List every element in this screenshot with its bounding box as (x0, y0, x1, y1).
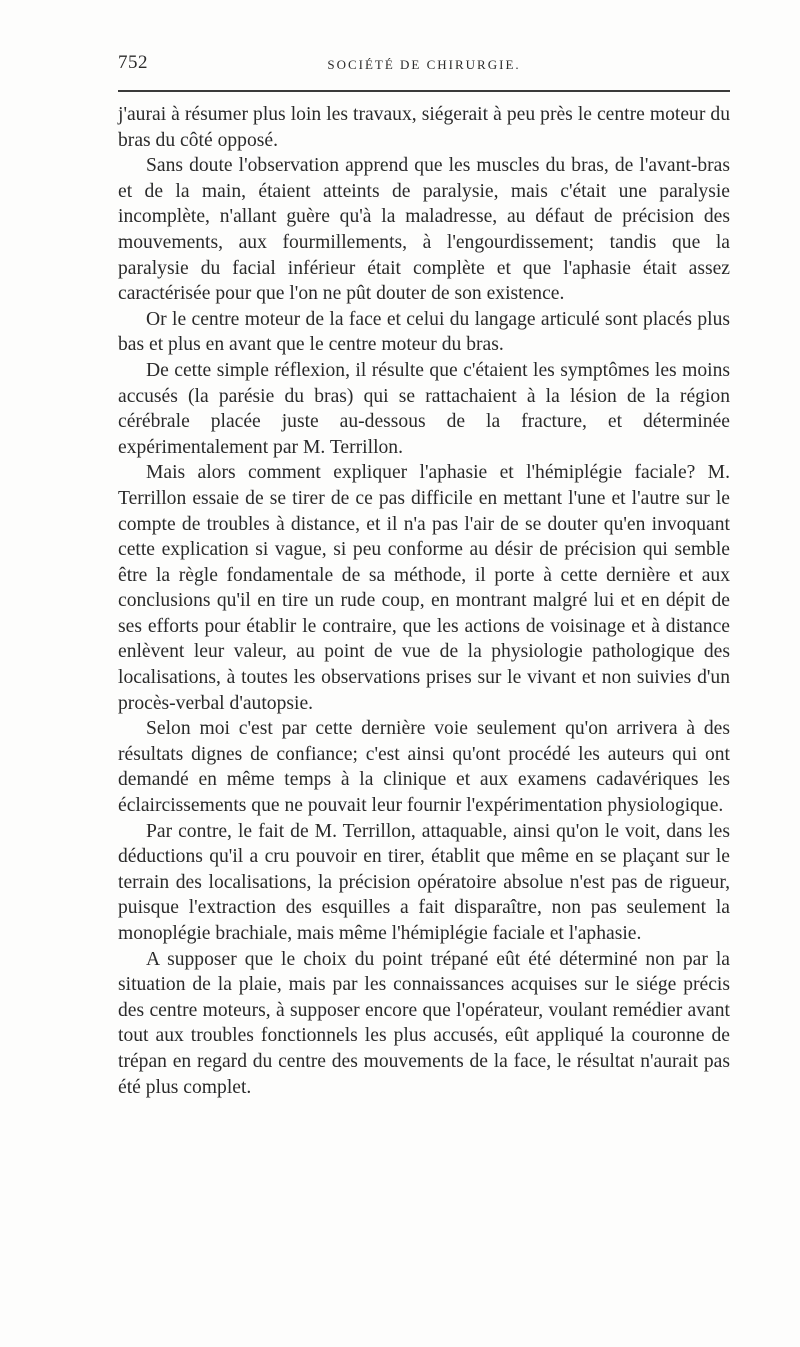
paragraph-par-contre: Par contre, le fait de M. Terrillon, attaquable, ainsi qu'on le voit, dans les déductions qu'il a cru pouvoir en tirer, établit que même en se plaçant sur le terrain des localisations, la précision opératoire absolue n'est pas de rigueur, puisque l'extraction des esquilles a fait disparaître, non pas seulement la monoplégie brachiale, mais même l'hémiplégie faciale et l'aphasie. (118, 820, 730, 944)
paragraph-de-cette-reflexion: De cette simple réflexion, il résulte que c'étaient les symptômes les moins accusés (la parésie du bras) qui se rattachaient à la lésion de la région cérébrale placée juste au-dessous de la fracture, et déterminée expérimentalement par M. Terrillon. (118, 359, 730, 458)
paragraph-sans-doute: Sans doute l'observation apprend que les muscles du bras, de l'avant-bras et de la main, étaient atteints de paralysie, mais c'était une paralysie incomplète, n'allant guère qu'à la maladresse, au défaut de précision des mouvements, aux fourmillements, à l'engourdissement; tandis que la paralysie du facial inférieur était complète et que l'aphasie était assez caractérisée pour que l'on ne pût douter de son existence. (118, 155, 730, 305)
paragraph-a-supposer: A supposer que le choix du point trépané eût été déterminé non par la situation de la plaie, mais par les connaissances acquises sur le siége précis des centre moteurs, à supposer encore que l'opérateur, voulant remédier avant tout aux troubles fonctionnels les plus accusés, eût appliqué la couronne de trépan en regard du centre des mouvements de la face, le résultat n'aurait pas été plus complet. (118, 948, 730, 1098)
page-number: 752 (118, 52, 148, 73)
header-rule (118, 90, 730, 92)
paragraph-mais-alors: Mais alors comment expliquer l'aphasie et l'hémiplégie faciale? M. Terrillon essaie de se tirer de ce pas difficile en mettant l'une et l'autre sur le compte de troubles à distance, et il n'a pas l'air de se douter qu'en invoquant cette explication si vague, si peu conforme au désir de précision qui semble être la règle fondamentale de sa méthode, il porte à cette dernière et aux conclusions qu'il en tire un rude coup, en montrant malgré lui et en dépit de ses efforts pour établir le contraire, que les actions de voisinage et à distance enlèvent leur valeur, au point de vue de la physiologie pathologique des localisations, à toutes les observations prises sur le vivant et non suivies d'un procès-verbal d'autopsie. (118, 462, 730, 714)
running-title: SOCIÉTÉ DE CHIRURGIE. (327, 57, 521, 72)
paragraph-or-le-centre: Or le centre moteur de la face et celui du langage articulé sont placés plus bas et plus en avant que le centre moteur du bras. (118, 308, 730, 356)
running-head (118, 52, 730, 82)
paragraph-selon-moi: Selon moi c'est par cette dernière voie seulement qu'on arrivera à des résultats dignes de confiance; c'est ainsi qu'ont procédé les auteurs qui ont demandé en même temps à la clinique et aux examens cadavériques les éclaircissements que ne pouvait leur fournir l'expérimentation physiologique. (118, 718, 730, 817)
body-text (118, 102, 730, 1100)
paragraph-continuation: j'aurai à résumer plus loin les travaux, siégerait à peu près le centre moteur du bras du côté opposé. (118, 104, 730, 151)
